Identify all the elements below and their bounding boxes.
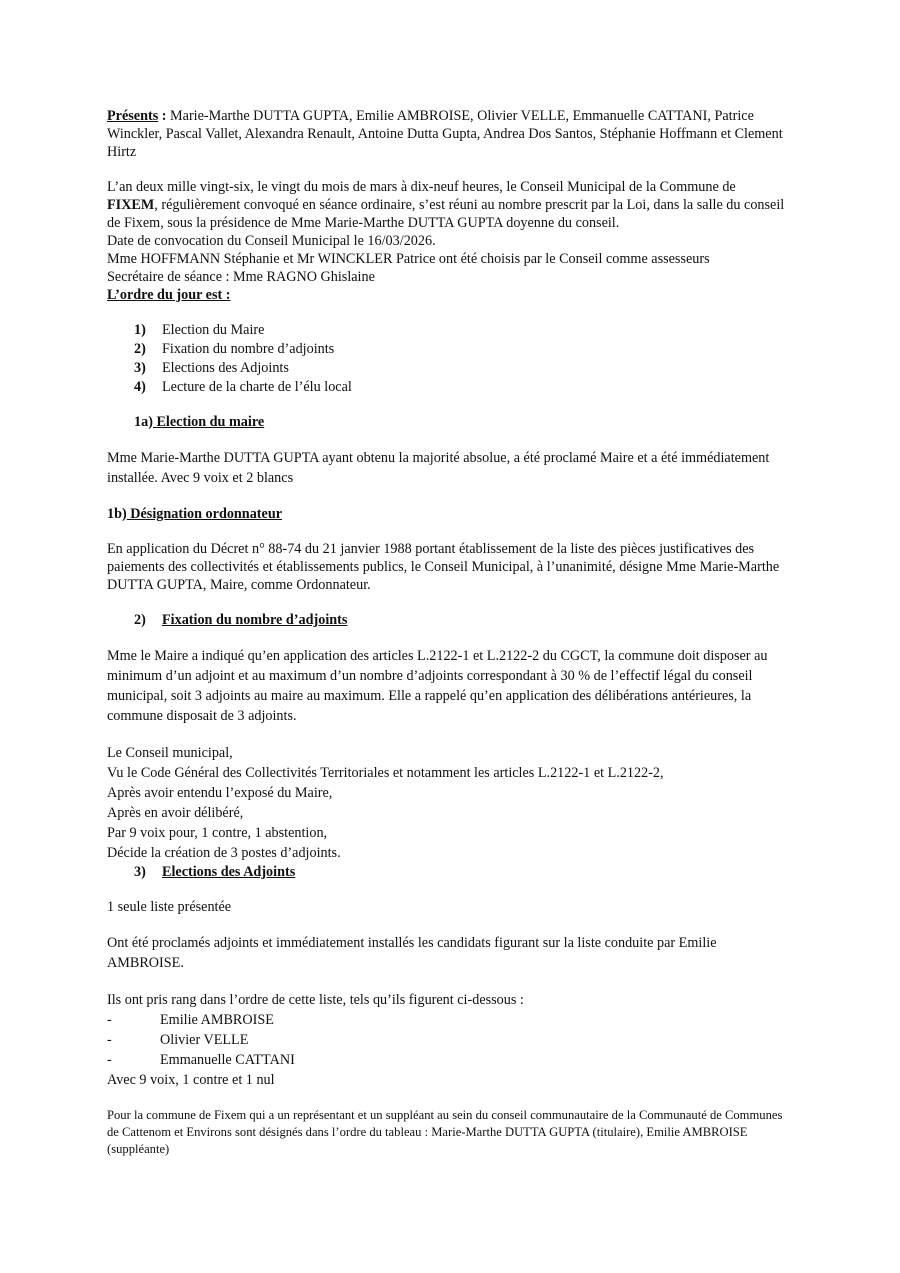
list-item: - Olivier VELLE	[107, 1032, 249, 1048]
agenda-title: L’ordre du jour est :	[107, 287, 231, 303]
section-3-heading: 3) Elections des Adjoints	[134, 864, 296, 880]
section-3-vote: Avec 9 voix, 1 contre et 1 nul	[107, 1072, 275, 1088]
presents-text: Marie-Marthe DUTTA GUPTA, Emilie AMBROISE, Olivier VELLE, Emmanuelle CATTANI, Patrice Winckler, Pascal Vallet, Alexandra Renault, Antoine Dutta Gupta, Andrea Dos Santos, Stéphanie Hoffmann et Clement Hirtz	[107, 108, 783, 160]
section-2-heading: 2) Fixation du nombre d’adjoints	[134, 612, 348, 628]
agenda-item: 1) Election du Maire	[134, 322, 265, 338]
secretaire: Secrétaire de séance : Mme RAGNO Ghislaine	[107, 269, 375, 285]
section-3-liste: 1 seule liste présentée	[107, 899, 232, 915]
section-1b-heading: 1b) Désignation ordonnateur	[107, 506, 283, 522]
list-item: - Emmanuelle CATTANI	[107, 1052, 295, 1068]
section-2-decision: Le Conseil municipal, Vu le Code Général des Collectivités Territoriales et notamment les articles L.2122-1 et L.2122-2, Après avoir entendu l’exposé du Maire, Après en avoir délibéré, Par 9 voix pour, 1 contre, 1 abstention, Décide la création de 3 postes d’adjoints.	[107, 745, 664, 861]
list-item: - Emilie AMBROISE	[107, 1012, 274, 1028]
section-1b-text: En application du Décret n° 88-74 du 21 janvier 1988 portant établissement de la liste des pièces justificatives des paiements des collectivités et établissements publics, le Conseil Municipal, à l’unanimité, désigne Mme Marie-Marthe DUTTA GUPTA, Maire, comme Ordonnateur.	[107, 541, 780, 593]
section-2-text: Mme le Maire a indiqué qu’en application des articles L.2122-1 et L.2122-2 du CGCT, la commune doit disposer au minimum d’un adjoint et au maximum d’un nombre d’adjoints correspondant à 30 % de l’effectif légal du conseil municipal, soit 3 adjoints au maire au maximum. Elle a rappelé qu’en application des délibérations antérieures, la commune disposait de 3 adjoints.	[107, 648, 768, 724]
presents-label: Présents	[107, 108, 159, 124]
intro-paragraph	[107, 178, 787, 232]
footer-note: Pour la commune de Fixem qui a un représentant et un suppléant au sein du conseil communautaire de la Communauté de Communes de Cattenom et Environs sont désignés dans l’ordre du tableau : Marie-Marthe DUTTA GUPTA (titulaire), Emilie AMBROISE (suppléante)	[107, 1108, 783, 1156]
assesseurs: Mme HOFFMANN Stéphanie et Mr WINCKLER Patrice ont été choisis par le Conseil comme assesseurs	[107, 251, 710, 267]
presents-paragraph	[107, 107, 787, 161]
agenda-item: 4) Lecture de la charte de l’élu local	[134, 379, 352, 395]
intro-part2: , régulièrement convoqué en séance ordinaire, s’est réuni au nombre prescrit par la Loi, dans la salle du conseil de Fixem, sous la présidence de Mme Marie-Marthe DUTTA GUPTA doyenne du conseil.	[107, 197, 785, 231]
commune-name: FIXEM	[107, 197, 155, 213]
section-1a-text: Mme Marie-Marthe DUTTA GUPTA ayant obtenu la majorité absolue, a été proclamé Maire et a été immédiatement installée. Avec 9 voix et 2 blancs	[107, 450, 770, 486]
agenda-item: 2) Fixation du nombre d’adjoints	[134, 341, 335, 357]
presents-sep: :	[158, 108, 171, 124]
section-3-rang: Ils ont pris rang dans l’ordre de cette liste, tels qu’ils figurent ci-dessous :	[107, 992, 524, 1008]
section-1a-heading: 1a) Election du maire	[134, 414, 265, 430]
section-3-proclames: Ont été proclamés adjoints et immédiatement installés les candidats figurant sur la liste conduite par Emilie AMBROISE.	[107, 935, 717, 971]
adjoints-list	[107, 1010, 787, 1070]
convocation-date: Date de convocation du Conseil Municipal le 16/03/2026.	[107, 233, 436, 249]
agenda-item: 3) Elections des Adjoints	[134, 360, 289, 376]
intro-part1: L’an deux mille vingt-six, le vingt du mois de mars à dix-neuf heures, le Conseil Municipal de la Commune de	[107, 179, 736, 195]
document-page	[107, 107, 787, 1158]
agenda-list	[107, 321, 787, 396]
